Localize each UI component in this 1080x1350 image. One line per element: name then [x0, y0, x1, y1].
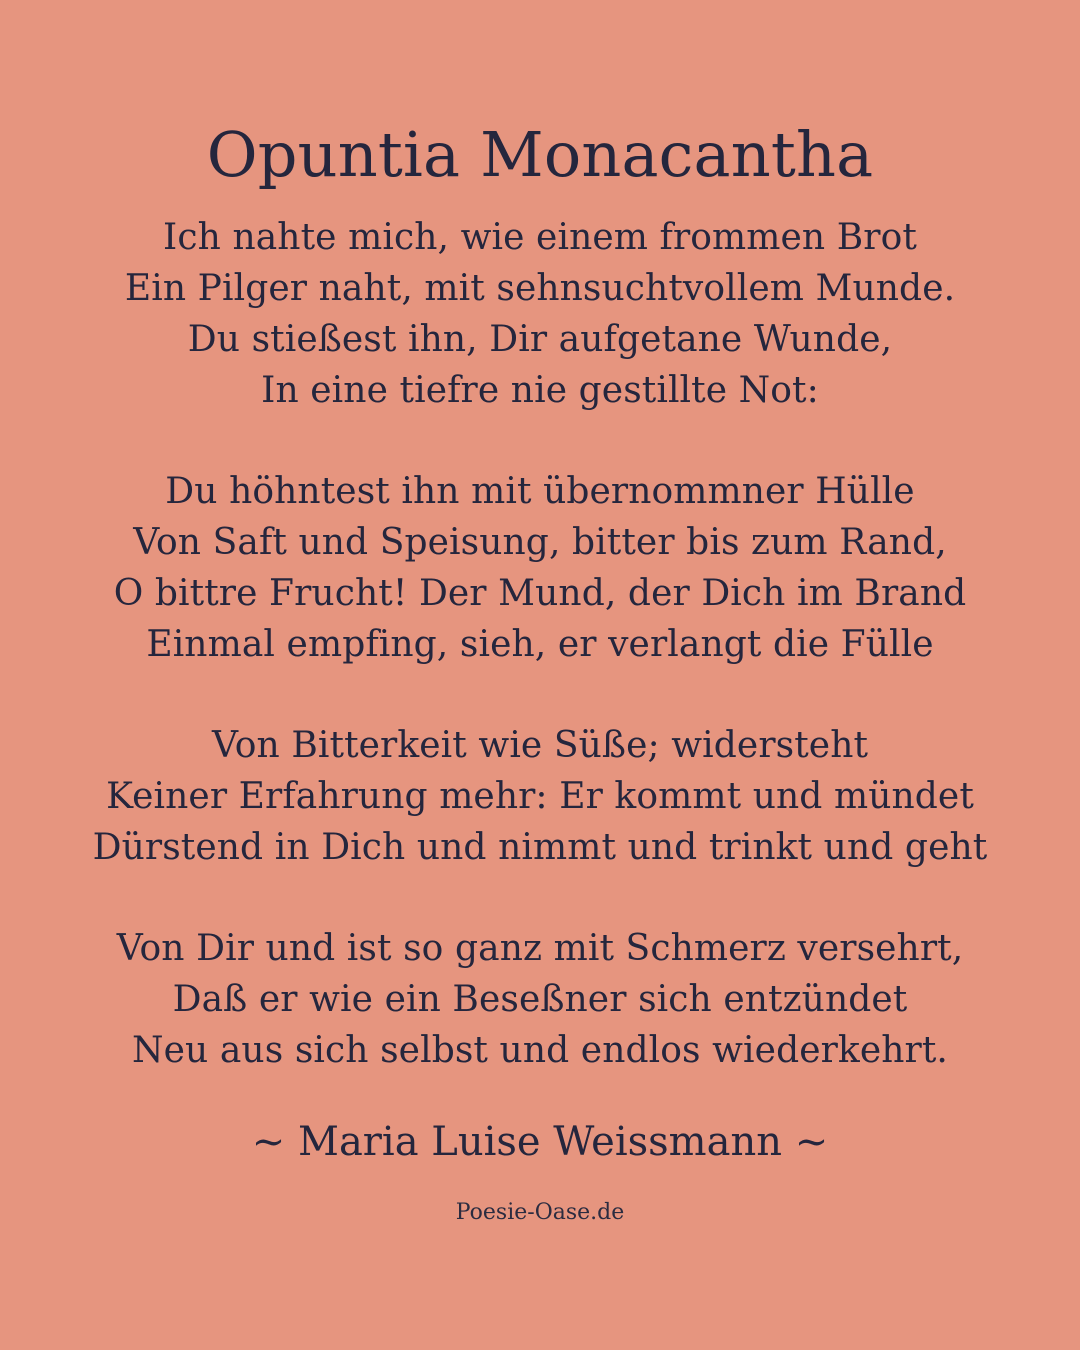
poem-line: Keiner Erfahrung mehr: Er kommt und mündet: [106, 776, 974, 817]
poem-line: Von Saft und Speisung, bitter bis zum Rand,: [133, 522, 947, 563]
poem-line: O bittre Frucht! Der Mund, der Dich im Brand: [113, 573, 967, 614]
poem-line: Ein Pilger naht, mit sehnsuchtvollem Munde.: [124, 268, 956, 309]
poem-line: Von Bitterkeit wie Süße; widersteht: [211, 725, 869, 766]
stanza-2: [0, 466, 1080, 670]
poem-line: Neu aus sich selbst und endlos wiederkehrt.: [132, 1030, 948, 1071]
poem-line: Du stießest ihn, Dir aufgetane Wunde,: [187, 319, 893, 360]
poem-line: Dürstend in Dich und nimmt und trinkt und geht: [92, 827, 988, 868]
stanza-1: [0, 212, 1080, 416]
stanza-4: [0, 923, 1080, 1076]
poem-line: Du höhntest ihn mit übernommner Hülle: [165, 471, 915, 512]
poem-line: Ich nahte mich, wie einem frommen Brot: [163, 217, 917, 258]
poem-line: In eine tiefre nie gestillte Not:: [261, 370, 819, 411]
poem-title: Opuntia Monacantha: [206, 118, 874, 191]
website-credit: Poesie-Oase.de: [455, 1200, 625, 1225]
poem-line: Von Dir und ist so ganz mit Schmerz versehrt,: [116, 928, 964, 969]
poem-body: [0, 212, 1080, 1076]
poem-line: Einmal empfing, sieh, er verlangt die Fülle: [146, 624, 934, 665]
poem-line: Daß er wie ein Beseßner sich entzündet: [172, 979, 908, 1020]
author-signature: ~ Maria Luise Weissmann ~: [251, 1119, 829, 1165]
stanza-3: [0, 720, 1080, 873]
